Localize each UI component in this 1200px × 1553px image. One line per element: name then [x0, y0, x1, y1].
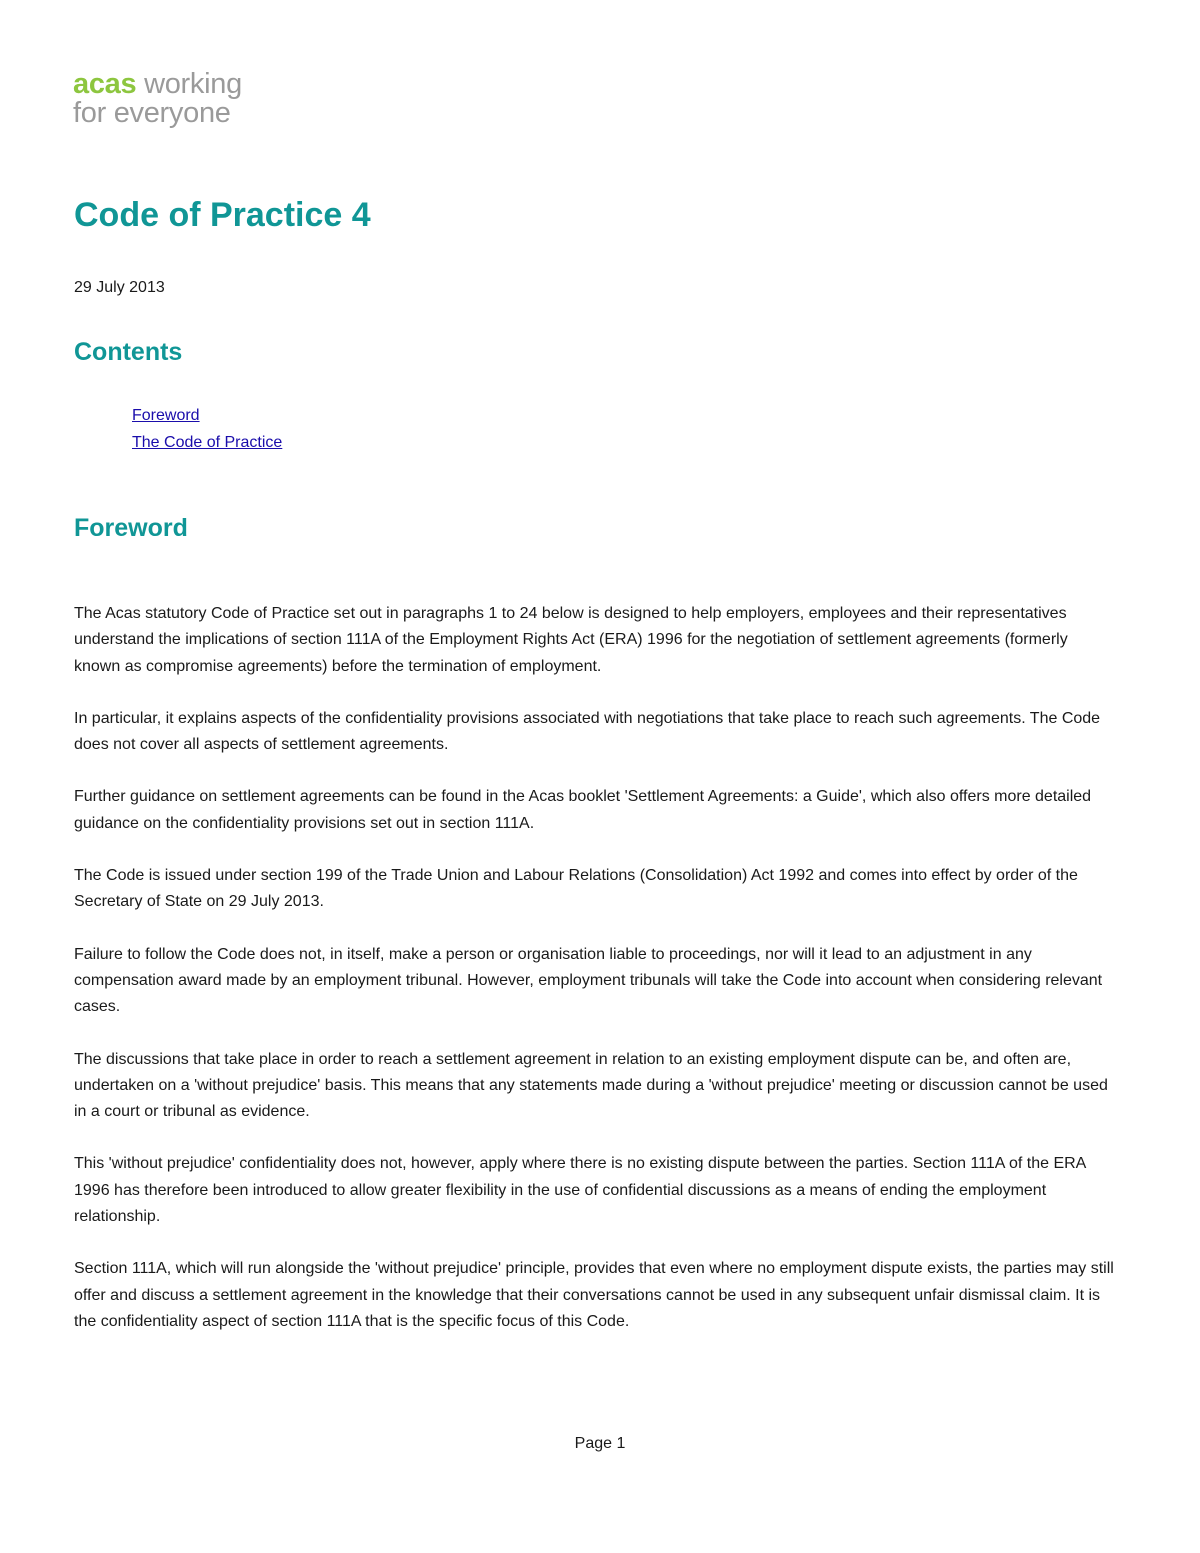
document-date: 29 July 2013 — [74, 279, 165, 296]
logo-line-1 — [73, 70, 242, 99]
table-of-contents — [132, 402, 282, 456]
toc-item-foreword — [132, 402, 282, 429]
foreword-paragraph: In particular, it explains aspects of the confidentiality provisions associated with negotiations that take place to reach such agreements. The Code does not cover all aspects of settlement agreements. — [74, 709, 1101, 754]
page-number: Page 1 — [574, 1435, 626, 1452]
logo-brand: acas — [73, 68, 137, 100]
foreword-paragraph: Section 111A, which will run alongside the 'without prejudice' principle, provides that even where no employment dispute exists, the parties may still offer and discuss a settlement agreement in the knowledge that their conversations cannot be used in any subsequent unfair dismissal claim. It is the confidentiality aspect of section 111A that is the specific focus of this Code. — [74, 1260, 1114, 1330]
page-title: Code of Practice 4 — [74, 196, 371, 234]
acas-logo — [73, 70, 242, 128]
foreword-paragraph: Failure to follow the Code does not, in itself, make a person or organisation liable to proceedings, nor will it lead to an adjustment in any compensation award made by an employment tribunal. However, employment tribunals will take the Code into account when considering relevant cases. — [74, 945, 1103, 1016]
foreword-paragraph: The Acas statutory Code of Practice set out in paragraphs 1 to 24 below is designed to help employers, employees and their representatives understand the implications of section 111A of the Employment Rights Act (ERA) 1996 for the negotiation of settlement agreements (formerly known as compromise agreements) before the termination of employment. — [74, 605, 1068, 675]
contents-heading: Contents — [74, 338, 183, 366]
foreword-paragraph: This 'without prejudice' confidentiality does not, however, apply where there is no existing dispute between the parties. Section 111A of the ERA 1996 has therefore been introduced to allow greater flexibility in the use of confidential discussions as a means of ending the employment relationship. — [74, 1155, 1086, 1226]
toc-link-foreword[interactable]: Foreword — [132, 407, 200, 424]
toc-item-code-of-practice — [132, 429, 282, 456]
foreword-heading: Foreword — [74, 514, 188, 542]
foreword-paragraph: Further guidance on settlement agreements can be found in the Acas booklet 'Settlement Agreements: a Guide', which also offers more detailed guidance on the confidentiality provisions set out in section 111A. — [74, 788, 1092, 832]
foreword-paragraph: The Code is issued under section 199 of the Trade Union and Labour Relations (Consolidation) Act 1992 and comes into effect by order of the Secretary of State on 29 July 2013. — [74, 867, 1078, 911]
foreword-paragraph: The discussions that take place in order to reach a settlement agreement in relation to an existing employment dispute can be, and often are, undertaken on a 'without prejudice' basis. This means that any statements made during a 'without prejudice' meeting or discussion cannot be used in a court or tribunal as evidence. — [74, 1050, 1108, 1121]
toc-link-code-of-practice[interactable]: The Code of Practice — [132, 434, 283, 451]
logo-tagline-1: working — [136, 68, 242, 100]
foreword-body — [74, 601, 1114, 1361]
logo-tagline-2: for everyone — [73, 97, 231, 129]
